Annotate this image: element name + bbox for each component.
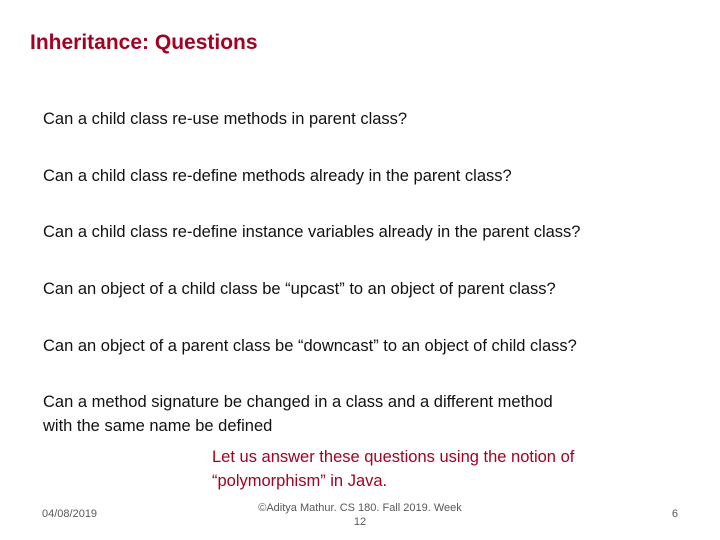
question-6-line-2: with the same name be defined <box>43 417 273 435</box>
answer-note-line-1: Let us answer these questions using the notion of <box>212 448 575 466</box>
answer-note <box>212 445 574 493</box>
answer-note-line-2: “polymorphism” in Java. <box>212 472 388 490</box>
page-number: 6 <box>671 508 678 520</box>
question-5: Can an object of a parent class be “downcast” to an object of child class? <box>43 337 577 355</box>
footer-date: 04/08/2019 <box>42 508 98 520</box>
question-4: Can an object of a child class be “upcast” to an object of parent class? <box>43 280 556 298</box>
footer-credit <box>210 501 510 529</box>
question-3: Can a child class re-define instance variables already in the parent class? <box>43 223 581 241</box>
question-6-line-1: Can a method signature be changed in a class and a different method <box>43 393 553 411</box>
question-2: Can a child class re-define methods already in the parent class? <box>43 167 512 185</box>
footer-credit-line-2: 12 <box>353 516 367 528</box>
slide-title: Inheritance: Questions <box>30 31 258 54</box>
footer-credit-line-1: ©Aditya Mathur. CS 180. Fall 2019. Week <box>258 502 462 514</box>
question-1: Can a child class re-use methods in parent class? <box>43 110 408 128</box>
question-6 <box>43 390 553 438</box>
